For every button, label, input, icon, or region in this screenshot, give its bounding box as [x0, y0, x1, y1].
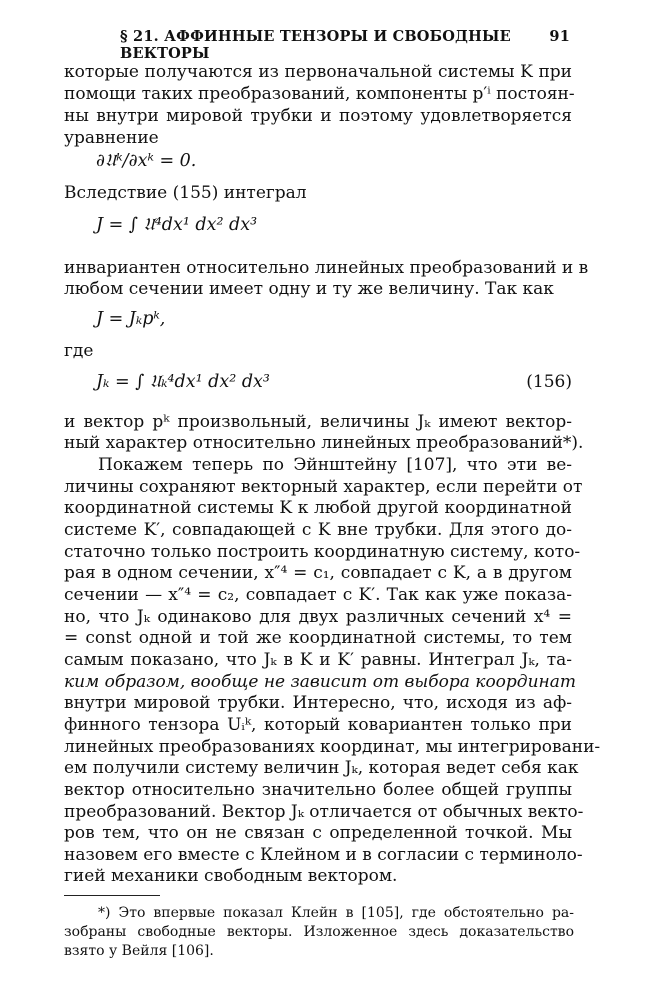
text-line: самым показано, что Jₖ в K и K′ равны. Интеграл Jₖ, та- — [64, 650, 572, 670]
text-line: Вследствие (155) интеграл — [64, 183, 307, 203]
running-title: § 21. АФФИННЫЕ ТЕНЗОРЫ И СВОБОДНЫЕ ВЕКТОРЫ — [120, 28, 511, 62]
footnote-divider — [64, 895, 160, 896]
text-line: любом сечении имеет одну и ту же величину. Так как — [64, 279, 554, 299]
text-line: линейных преобразованиях координат, мы интегрировани- — [64, 737, 601, 757]
text-line: координатной системы K к любой другой координатной — [64, 498, 572, 518]
text-line: ем получили систему величин Jₖ, которая ведет себя как — [64, 758, 579, 778]
text-line: ны внутри мировой трубки и поэтому удовлетворяется — [64, 106, 572, 126]
text-line: Покажем теперь по Эйнштейну [107], что эти ве- — [98, 455, 572, 475]
equation-number: (156) — [526, 372, 572, 392]
page-number: 91 — [549, 28, 570, 45]
running-header — [120, 28, 570, 62]
formula-jk-integral: Jₖ = ∫ 𝔘ₖ⁴dx¹ dx² dx³ — [96, 372, 270, 392]
text-line: = const одной и той же координатной системы, то тем — [64, 628, 572, 648]
text-line: которые получаются из первоначальной системы K при — [64, 62, 572, 82]
text-line: уравнение — [64, 128, 159, 148]
text-line: гией механики свободным вектором. — [64, 866, 398, 886]
footnote-line: *) Это впервые показал Клейн в [105], где обстоятельно ра- — [98, 905, 574, 921]
text-line: ким образом, вообще не зависит от выбора координат — [64, 672, 576, 692]
text-line: и вектор pᵏ произвольный, величины Jₖ имеют вектор- — [64, 412, 572, 432]
footnote-line: взято у Вейля [106]. — [64, 943, 214, 959]
text-line: статочно только построить координатную систему, кото- — [64, 542, 581, 562]
formula-integral-j: J = ∫ 𝔘⁴dx¹ dx² dx³ — [96, 215, 258, 235]
text-line: помощи таких преобразований, компоненты p′ⁱ постоян- — [64, 84, 575, 104]
text-line: преобразований. Вектор Jₖ отличается от обычных векто- — [64, 802, 584, 822]
text-line: внутри мировой трубки. Интересно, что, исходя из аф- — [64, 693, 572, 713]
text-line: но, что Jₖ одинаково для двух различных сечений x⁴ = — [64, 607, 572, 627]
text-line: ный характер относительно линейных преобразований*). — [64, 433, 584, 453]
text-line: назовем его вместе с Клейном и в согласии с терминоло- — [64, 845, 583, 865]
text-line: личины сохраняют векторный характер, если перейти от — [64, 477, 583, 497]
text-line: системе K′, совпадающей с K вне трубки. Для этого до- — [64, 520, 572, 540]
text-line: вектор относительно значительно более общей группы — [64, 780, 572, 800]
text-line: ров тем, что он не связан с определенной точкой. Мы — [64, 823, 572, 843]
footnote-line: зобраны свободные векторы. Изложенное здесь доказательство — [64, 924, 574, 940]
text-line: инвариантен относительно линейных преобразований и в — [64, 258, 589, 278]
text-line: рая в одном сечении, x″⁴ = c₁, совпадает с K, а в другом — [64, 563, 572, 583]
text-line: финного тензора Uᵢᵏ, который ковариантен только при — [64, 715, 572, 735]
text-line: сечении — x″⁴ = c₂, совпадает с K′. Так как уже показа- — [64, 585, 572, 605]
formula-j-product: J = Jₖpᵏ, — [96, 309, 166, 329]
text-line: где — [64, 341, 94, 361]
formula-divergence: ∂𝔘ᵏ/∂xᵏ = 0. — [96, 151, 197, 171]
